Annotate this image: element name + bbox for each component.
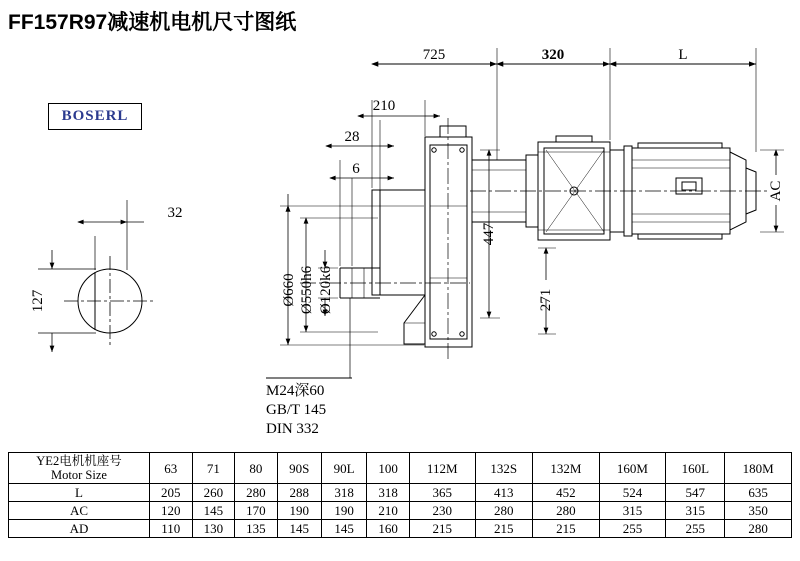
page-title: FF157R97减速机电机尺寸图纸 — [8, 11, 297, 34]
table-cell: 190 — [277, 502, 321, 520]
table-cell: 280 — [235, 484, 278, 502]
table-cell: 230 — [409, 502, 475, 520]
end-view-circle — [64, 256, 156, 346]
table-cell: 350 — [725, 502, 792, 520]
table-cell: 130 — [192, 520, 235, 538]
table-header-cell: 180M — [725, 453, 792, 484]
table-row-header — [9, 453, 792, 484]
housing-details — [430, 148, 467, 336]
dim-271-text: 271 — [538, 288, 554, 312]
extension-lines-top — [340, 48, 756, 266]
dim-28-text: 28 — [344, 129, 360, 145]
table-cell: 260 — [192, 484, 235, 502]
dim-725-text: 725 — [422, 47, 446, 63]
table-header-cell: 90L — [321, 453, 367, 484]
dim-210-text: 210 — [372, 98, 396, 114]
table-row — [9, 520, 792, 538]
table-cell: 280 — [533, 502, 600, 520]
table-header-cell: 63 — [150, 453, 193, 484]
table-cell: 215 — [533, 520, 600, 538]
row-label: AC — [9, 502, 150, 520]
dim-660-text: Ø660 — [281, 273, 297, 307]
dim-447-text: 447 — [481, 222, 497, 246]
table-cell: 145 — [192, 502, 235, 520]
table-cell: 190 — [321, 502, 367, 520]
note-line-2: GB/T 145 — [266, 402, 327, 418]
note-line-1: M24深60 — [266, 383, 325, 399]
table-cell: 318 — [367, 484, 410, 502]
dim-127-text: 127 — [30, 289, 46, 313]
table-body — [9, 453, 792, 538]
table-header-cell: 132M — [533, 453, 600, 484]
helical-unit — [538, 136, 610, 240]
table-header-label-cn: YE2电机机座号 — [36, 454, 122, 468]
table-cell: 524 — [599, 484, 666, 502]
table-cell: 160 — [367, 520, 410, 538]
table-cell: 215 — [475, 520, 533, 538]
note-line-3: DIN 332 — [266, 421, 319, 437]
row-label: AD — [9, 520, 150, 538]
logo-text: BOSERL — [61, 108, 129, 124]
dim-550-text: Ø550h6 — [299, 265, 315, 315]
table-cell: 215 — [409, 520, 475, 538]
table-cell: 635 — [725, 484, 792, 502]
table-cell: 145 — [321, 520, 367, 538]
table-header-cell: 80 — [235, 453, 278, 484]
table-cell: 135 — [235, 520, 278, 538]
table-cell: 280 — [475, 502, 533, 520]
table-header-cell: 71 — [192, 453, 235, 484]
table-cell: 280 — [725, 520, 792, 538]
table-header-cell: 132S — [475, 453, 533, 484]
table-header-cell: 90S — [277, 453, 321, 484]
table-cell: 547 — [666, 484, 725, 502]
gearbox-housing — [340, 126, 472, 347]
row-label: L — [9, 484, 150, 502]
motor-size-table — [8, 452, 792, 538]
dim-32 — [78, 200, 144, 270]
table-cell: 170 — [235, 502, 278, 520]
table-cell: 315 — [666, 502, 725, 520]
table-cell: 145 — [277, 520, 321, 538]
dim-L-text: L — [678, 47, 688, 63]
table-row — [9, 484, 792, 502]
table-header-cell: 160L — [666, 453, 725, 484]
table-cell: 255 — [599, 520, 666, 538]
table-cell: 210 — [367, 502, 410, 520]
table-cell: 318 — [321, 484, 367, 502]
table-cell: 413 — [475, 484, 533, 502]
dim-120-text: Ø120k6 — [318, 265, 334, 315]
table-header-label — [9, 453, 150, 484]
table-cell: 315 — [599, 502, 666, 520]
dim-6-text: 6 — [352, 161, 360, 177]
table-cell: 452 — [533, 484, 600, 502]
table-cell: 205 — [150, 484, 193, 502]
table-header-cell: 160M — [599, 453, 666, 484]
table-cell: 255 — [666, 520, 725, 538]
table-header-cell: 112M — [409, 453, 475, 484]
table-header-label-en: Motor Size — [51, 468, 107, 482]
dim-320-text: 320 — [541, 47, 565, 63]
table-cell: 288 — [277, 484, 321, 502]
dim-AC-text: AC — [768, 180, 784, 202]
dim-32-text: 32 — [167, 205, 183, 221]
table-header-cell: 100 — [367, 453, 410, 484]
table-row — [9, 502, 792, 520]
table-cell: 120 — [150, 502, 193, 520]
table-cell: 365 — [409, 484, 475, 502]
table-cell: 110 — [150, 520, 193, 538]
